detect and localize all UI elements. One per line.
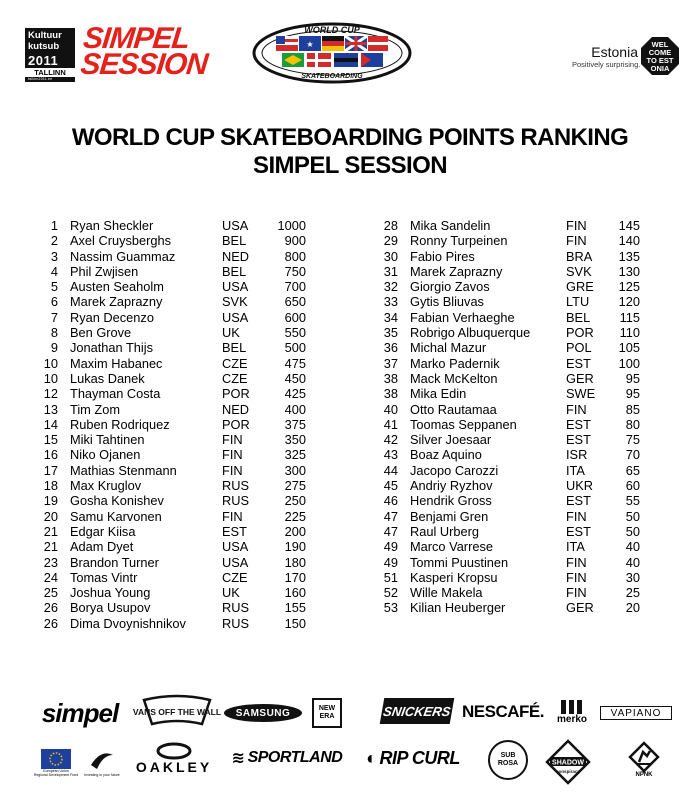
ranking-rank: 5: [50, 279, 58, 295]
ranking-points: 150: [284, 615, 306, 631]
ranking-points: 200: [284, 523, 306, 539]
ranking-name: Borya Usupov: [70, 600, 151, 616]
sportland-swoosh-icon: ≋: [231, 750, 245, 767]
ranking-points: 450: [284, 370, 306, 386]
badge-line1: WEL: [651, 40, 669, 49]
ranking-name: Edgar Kiisa: [70, 523, 136, 539]
eu-line1: European Union: [43, 769, 69, 773]
ranking-points: 120: [618, 294, 640, 310]
ranking-points: 900: [284, 233, 306, 249]
estonia-tagline: Positively surprising.: [572, 60, 641, 69]
ranking-name: Austen Seaholm: [70, 279, 164, 295]
ranking-points: 275: [284, 478, 306, 494]
wc-logo-bottom: SKATEBOARDING: [301, 73, 363, 80]
ranking-name: Benjami Gren: [410, 508, 489, 524]
ranking-name: Jonathan Thijs: [70, 340, 153, 356]
ranking-name: Lukas Danek: [70, 370, 145, 386]
ranking-rank: 38: [383, 370, 398, 386]
ranking-name: Tim Zom: [70, 401, 120, 417]
ranking-rank: 12: [43, 386, 58, 402]
vans-text: VANS OFF THE WALL: [132, 707, 222, 717]
ranking-points: 75: [625, 432, 640, 448]
newera-line2: ERA: [319, 713, 335, 720]
ranking-rank: 25: [43, 585, 58, 601]
ranking-rank: 44: [383, 462, 398, 478]
ranking-name: Axel Cruysberghs: [70, 233, 171, 249]
ranking-rank: 35: [383, 325, 398, 341]
ranking-name: Mika Sandelin: [410, 218, 491, 233]
ranking-name: Gosha Konishev: [70, 493, 164, 509]
ranking-name: Mathias Stenmann: [70, 462, 177, 478]
sub-rosa-logo: [488, 740, 528, 780]
ranking-name: Otto Rautamaa: [410, 401, 497, 417]
wc-logo-top: WORLD CUP: [304, 25, 360, 35]
ranking-points: 60: [625, 478, 640, 494]
ranking-country: UKR: [566, 478, 594, 494]
kultuur-line1: Kultuur: [28, 30, 62, 41]
ranking-name: Nassim Guammaz: [70, 248, 176, 264]
ranking-points: 250: [284, 493, 306, 509]
ranking-points: 225: [284, 508, 306, 524]
ranking-name: Niko Ojanen: [70, 447, 141, 463]
ranking-rank: 29: [383, 233, 398, 249]
ranking-rank: 34: [383, 309, 398, 325]
ranking-points: 475: [284, 355, 306, 371]
ranking-name: Phil Zwjisen: [70, 263, 139, 279]
new-era-logo: [312, 698, 342, 728]
ranking-name: Silver Joesaar: [410, 432, 492, 448]
ranking-rank: 26: [43, 600, 58, 616]
ranking-country: FIN: [566, 233, 587, 249]
merko-logo: [552, 696, 592, 728]
ranking-points: 375: [284, 416, 306, 432]
ranking-points: 30: [625, 569, 640, 585]
ranking-country: RUS: [222, 600, 250, 616]
ranking-country: CZE: [222, 370, 248, 386]
merko-text: merko: [556, 713, 587, 725]
ranking-name: Ben Grove: [70, 325, 132, 341]
ranking-country: SVK: [566, 263, 592, 279]
estonia-name: Estonia: [591, 44, 638, 60]
ranking-country: FIN: [566, 554, 587, 570]
ranking-country: SWE: [566, 386, 596, 402]
ranking-points: 155: [284, 600, 306, 616]
oakley-ellipse-icon: [157, 743, 191, 759]
ranking-name: Marek Zaprazny: [70, 294, 163, 310]
ranking-points: 85: [625, 401, 640, 417]
bird-swoosh-icon: [89, 749, 115, 773]
ranking-points: 500: [284, 340, 306, 356]
ranking-country: RUS: [222, 478, 250, 494]
ranking-rank: 37: [383, 355, 398, 371]
ranking-country: ISR: [566, 447, 588, 463]
kultuur-kutsub-logo: [25, 28, 75, 82]
sportland-logo: [228, 746, 346, 770]
ranking-points: 650: [284, 294, 306, 310]
snickers-logo: SNICKERS: [380, 698, 455, 724]
ranking-country: POR: [222, 416, 250, 432]
ranking-name: Ryan Sheckler: [70, 218, 154, 233]
ranking-country: BEL: [222, 340, 247, 356]
ranking-points: 70: [625, 447, 640, 463]
ranking-country: SVK: [222, 294, 248, 310]
ranking-rank: 38: [383, 386, 398, 402]
badge-line3: TO EST: [646, 56, 674, 65]
ranking-points: 750: [284, 263, 306, 279]
ranking-country: USA: [222, 279, 249, 295]
ranking-country: NED: [222, 248, 250, 264]
ranking-country: FIN: [566, 401, 587, 417]
ranking-rank: 10: [43, 370, 58, 386]
ranking-points: 95: [625, 386, 640, 402]
ranking-rank: 1: [50, 218, 58, 233]
ranking-rank: 26: [43, 615, 58, 631]
ranking-points: 20: [625, 600, 640, 616]
npnk-text: NPNK: [635, 772, 653, 778]
ranking-points: 25: [625, 585, 640, 601]
ranking-points: 50: [625, 523, 640, 539]
ranking-points: 135: [618, 248, 640, 264]
ranking-rank: 43: [383, 447, 398, 463]
ranking-rank: 4: [50, 263, 58, 279]
ranking-name: Thayman Costa: [70, 386, 161, 402]
ranking-name: Andriy Ryzhov: [410, 478, 493, 494]
ranking-country: POR: [222, 386, 250, 402]
ranking-country: LTU: [566, 294, 590, 310]
ranking-name: Ronny Turpeinen: [410, 233, 508, 249]
ranking-rank: 13: [43, 401, 58, 417]
oakley-text: OAKLEY: [135, 759, 213, 775]
ranking-rank: 16: [43, 447, 58, 463]
ranking-name: Michal Mazur: [410, 340, 487, 356]
ranking-points: 550: [284, 325, 306, 341]
ranking-country: FIN: [222, 447, 243, 463]
ranking-name: Maxim Habanec: [70, 355, 163, 371]
shadow-conspiracy-logo: [546, 740, 590, 784]
ranking-points: 300: [284, 462, 306, 478]
ranking-rank: 51: [383, 569, 398, 585]
svg-text:★: ★: [306, 40, 314, 49]
ranking-rank: 14: [43, 416, 58, 432]
ranking-points: 800: [284, 248, 306, 264]
ranking-country: FIN: [566, 508, 587, 524]
ranking-rank: 47: [383, 523, 398, 539]
sponsor-logos: [0, 676, 700, 800]
header: [0, 0, 700, 100]
shadow-line1: SHADOW: [552, 759, 584, 767]
ranking-name: Wille Makela: [410, 585, 483, 601]
ranking-rank: 21: [43, 523, 58, 539]
ranking-country: FIN: [566, 569, 587, 585]
subrosa-line2: ROSA: [497, 760, 519, 767]
ranking-rank: 23: [43, 554, 58, 570]
ripcurl-text: RIP CURL: [379, 747, 460, 768]
welcome-to-estonia-badge: [640, 36, 680, 76]
ranking-country: FIN: [566, 218, 587, 233]
eu-line2: Regional Development Fund: [33, 773, 79, 777]
ranking-rank: 30: [383, 248, 398, 264]
ranking-rank: 33: [383, 294, 398, 310]
ranking-name: Miki Tahtinen: [70, 432, 145, 448]
ranking-points: 40: [625, 554, 640, 570]
ranking-rank: 20: [43, 508, 58, 524]
ranking-rank: 3: [50, 248, 58, 264]
ranking-rank: 21: [43, 539, 58, 555]
invest-text: Investing in your future: [84, 773, 120, 777]
ranking-name: Fabio Pires: [410, 248, 475, 264]
ranking-rank: 36: [383, 340, 398, 356]
ranking-country: EST: [566, 416, 591, 432]
eu-flag-icon: [41, 749, 71, 769]
oakley-logo: [136, 742, 212, 776]
kultuur-line2: kutsub: [28, 41, 60, 52]
ranking-name: Max Kruglov: [70, 478, 142, 494]
ranking-rank: 46: [383, 493, 398, 509]
ranking-rank: 19: [43, 493, 58, 509]
ranking-points: 600: [284, 309, 306, 325]
ranking-country: EST: [566, 493, 591, 509]
ranking-name: Tomas Vintr: [70, 569, 138, 585]
ranking-rank: 17: [43, 462, 58, 478]
ranking-points: 350: [284, 432, 306, 448]
ranking-country: BEL: [222, 233, 247, 249]
ranking-rank: 31: [383, 263, 398, 279]
ranking-points: 1000: [277, 218, 306, 233]
ranking-points: 80: [625, 416, 640, 432]
ranking-rank: 18: [43, 478, 58, 494]
ranking-rank: 53: [383, 600, 398, 616]
ranking-country: RUS: [222, 493, 250, 509]
ranking-points: 100: [618, 355, 640, 371]
ranking-name: Raul Urberg: [410, 523, 479, 539]
kultuur-city: TALLINN: [25, 68, 75, 77]
estonia-brand: [572, 44, 641, 69]
ranking-country: UK: [222, 325, 240, 341]
ranking-country: FIN: [222, 462, 243, 478]
ranking-name: Kasperi Kropsu: [410, 569, 498, 585]
simpel-logo-line1: SIMPEL: [81, 22, 191, 55]
vapiano-logo: VAPIANO: [600, 706, 672, 720]
npnk-skater-icon: [629, 742, 659, 772]
ranking-country: EST: [566, 523, 591, 539]
ranking-name: Kilian Heuberger: [410, 600, 506, 616]
simpel-logo-line2: SESSION: [78, 48, 209, 81]
vans-logo: [132, 694, 222, 730]
eu-fund-logo: [34, 742, 78, 784]
ranking-points: 110: [619, 325, 640, 341]
ranking-name: Boaz Aquino: [410, 447, 482, 463]
ranking-country: FIN: [222, 432, 243, 448]
ranking-country: USA: [222, 309, 249, 325]
world-cup-skateboarding-logo: [252, 22, 412, 84]
ranking-name: Ryan Decenzo: [70, 309, 154, 325]
ranking-rank: 45: [383, 478, 398, 494]
ranking-country: GER: [566, 370, 594, 386]
ranking-rank: 8: [50, 325, 58, 341]
ranking-country: FIN: [566, 585, 587, 601]
ranking-country: POR: [566, 325, 594, 341]
ranking-points: 115: [619, 309, 640, 325]
ranking-name: Gytis Bliuvas: [410, 294, 484, 310]
ranking-country: USA: [222, 554, 249, 570]
kultuur-small: tallinn2011.ee: [28, 77, 53, 81]
ranking-name: Ruben Rodriquez: [70, 416, 170, 432]
ranking-rank: 6: [50, 294, 58, 310]
ranking-country: GER: [566, 600, 594, 616]
ranking-points: 180: [284, 554, 306, 570]
ranking-rank: 41: [383, 416, 398, 432]
ranking-points: 400: [284, 401, 306, 417]
ranking-points: 160: [284, 585, 306, 601]
ranking-points: 325: [284, 447, 306, 463]
ranking-points: 40: [625, 539, 640, 555]
ranking-country: POL: [566, 340, 592, 356]
ranking-country: UK: [222, 585, 240, 601]
kultuur-year: 2011: [28, 53, 59, 68]
ranking-name: Hendrik Gross: [410, 493, 492, 509]
ranking-country: FIN: [222, 508, 243, 524]
ranking-rank: 32: [383, 279, 398, 295]
ranking-name: Marek Zaprazny: [410, 263, 503, 279]
ranking-points: 170: [284, 569, 306, 585]
ranking-points: 700: [284, 279, 306, 295]
ranking-name: Adam Dyet: [70, 539, 134, 555]
ranking-country: CZE: [222, 355, 248, 371]
ranking-points: 140: [618, 233, 640, 249]
ranking-name: Toomas Seppanen: [410, 416, 517, 432]
ranking-name: Dima Dvoynishnikov: [70, 615, 186, 631]
title-line2: SIMPEL SESSION: [253, 152, 447, 179]
ranking-country: EST: [566, 355, 591, 371]
ranking-points: 190: [284, 539, 306, 555]
samsung-logo: SAMSUNG: [224, 704, 302, 722]
ranking-country: BRA: [566, 248, 593, 264]
ranking-points: 425: [284, 386, 306, 402]
newera-line1: NEW: [318, 705, 336, 712]
ranking-name: Joshua Young: [70, 585, 151, 601]
ranking-country: BEL: [566, 309, 591, 325]
ranking-points: 145: [618, 218, 640, 233]
ranking-country: RUS: [222, 615, 250, 631]
ranking-rank: 7: [50, 309, 58, 325]
sportland-text: SPORTLAND: [247, 749, 343, 766]
nescafe-logo: NESCAFÉ.: [462, 702, 544, 721]
ranking-points: 65: [625, 462, 640, 478]
rip-curl-logo: [358, 744, 468, 772]
ranking-name: Robrigo Albuquerque: [410, 325, 531, 341]
shadow-line2: conspiracy: [556, 769, 580, 774]
ranking-rank: 24: [43, 569, 58, 585]
ranking-name: Jacopo Carozzi: [410, 462, 499, 478]
subrosa-line1: SUB: [500, 752, 516, 759]
ranking-rank: 9: [50, 340, 58, 356]
simpel-session-logo: [78, 22, 244, 81]
ranking-points: 55: [625, 493, 640, 509]
merko-icon: [561, 700, 583, 714]
ranking-points: 130: [618, 263, 640, 279]
ranking-rank: 47: [383, 508, 398, 524]
ranking-rank: 52: [383, 585, 398, 601]
ranking-rank: 2: [50, 233, 58, 249]
ranking-name: Fabian Verhaeghe: [410, 309, 515, 325]
ranking-name: Mika Edin: [410, 386, 467, 402]
ranking-country: NED: [222, 401, 250, 417]
ranking-name: Brandon Turner: [70, 554, 159, 570]
badge-line2: COME: [648, 48, 672, 57]
ranking-country: USA: [222, 218, 249, 233]
ripcurl-wave-icon: ◐: [366, 747, 377, 768]
investing-future-logo: [82, 742, 122, 784]
ranking-points: 95: [625, 370, 640, 386]
ranking-country: BEL: [222, 263, 247, 279]
ranking-country: EST: [566, 432, 591, 448]
ranking-name: Tommi Puustinen: [410, 554, 509, 570]
npnk-logo: [624, 738, 664, 782]
ranking-rank: 49: [383, 554, 398, 570]
ranking-rank: 49: [383, 539, 398, 555]
ranking-rank: 10: [43, 355, 58, 371]
ranking-name: Samu Karvonen: [70, 508, 162, 524]
ranking-rank: 15: [43, 432, 58, 448]
badge-line4: ONIA: [650, 64, 670, 73]
title-line1: WORLD CUP SKATEBOARDING POINTS RANKING: [71, 124, 629, 151]
ranking-country: ITA: [566, 539, 585, 555]
ranking-country: EST: [222, 523, 247, 539]
ranking-rank: 28: [383, 218, 398, 233]
ranking-name: Giorgio Zavos: [410, 279, 490, 295]
ranking-country: CZE: [222, 569, 248, 585]
ranking-country: GRE: [566, 279, 594, 295]
page-title: [0, 124, 700, 180]
ranking-name: Marco Varrese: [410, 539, 493, 555]
ranking-country: USA: [222, 539, 249, 555]
ranking-name: Marko Padernik: [410, 355, 500, 371]
simpel-sponsor-logo: simpel: [41, 697, 119, 728]
ranking-country: ITA: [566, 462, 585, 478]
ranking-points: 50: [625, 508, 640, 524]
ranking-rank: 42: [383, 432, 398, 448]
ranking-points: 125: [618, 279, 640, 295]
ranking-rank: 40: [383, 401, 398, 417]
ranking-points: 105: [618, 340, 640, 356]
ranking-name: Mack McKelton: [410, 370, 498, 386]
